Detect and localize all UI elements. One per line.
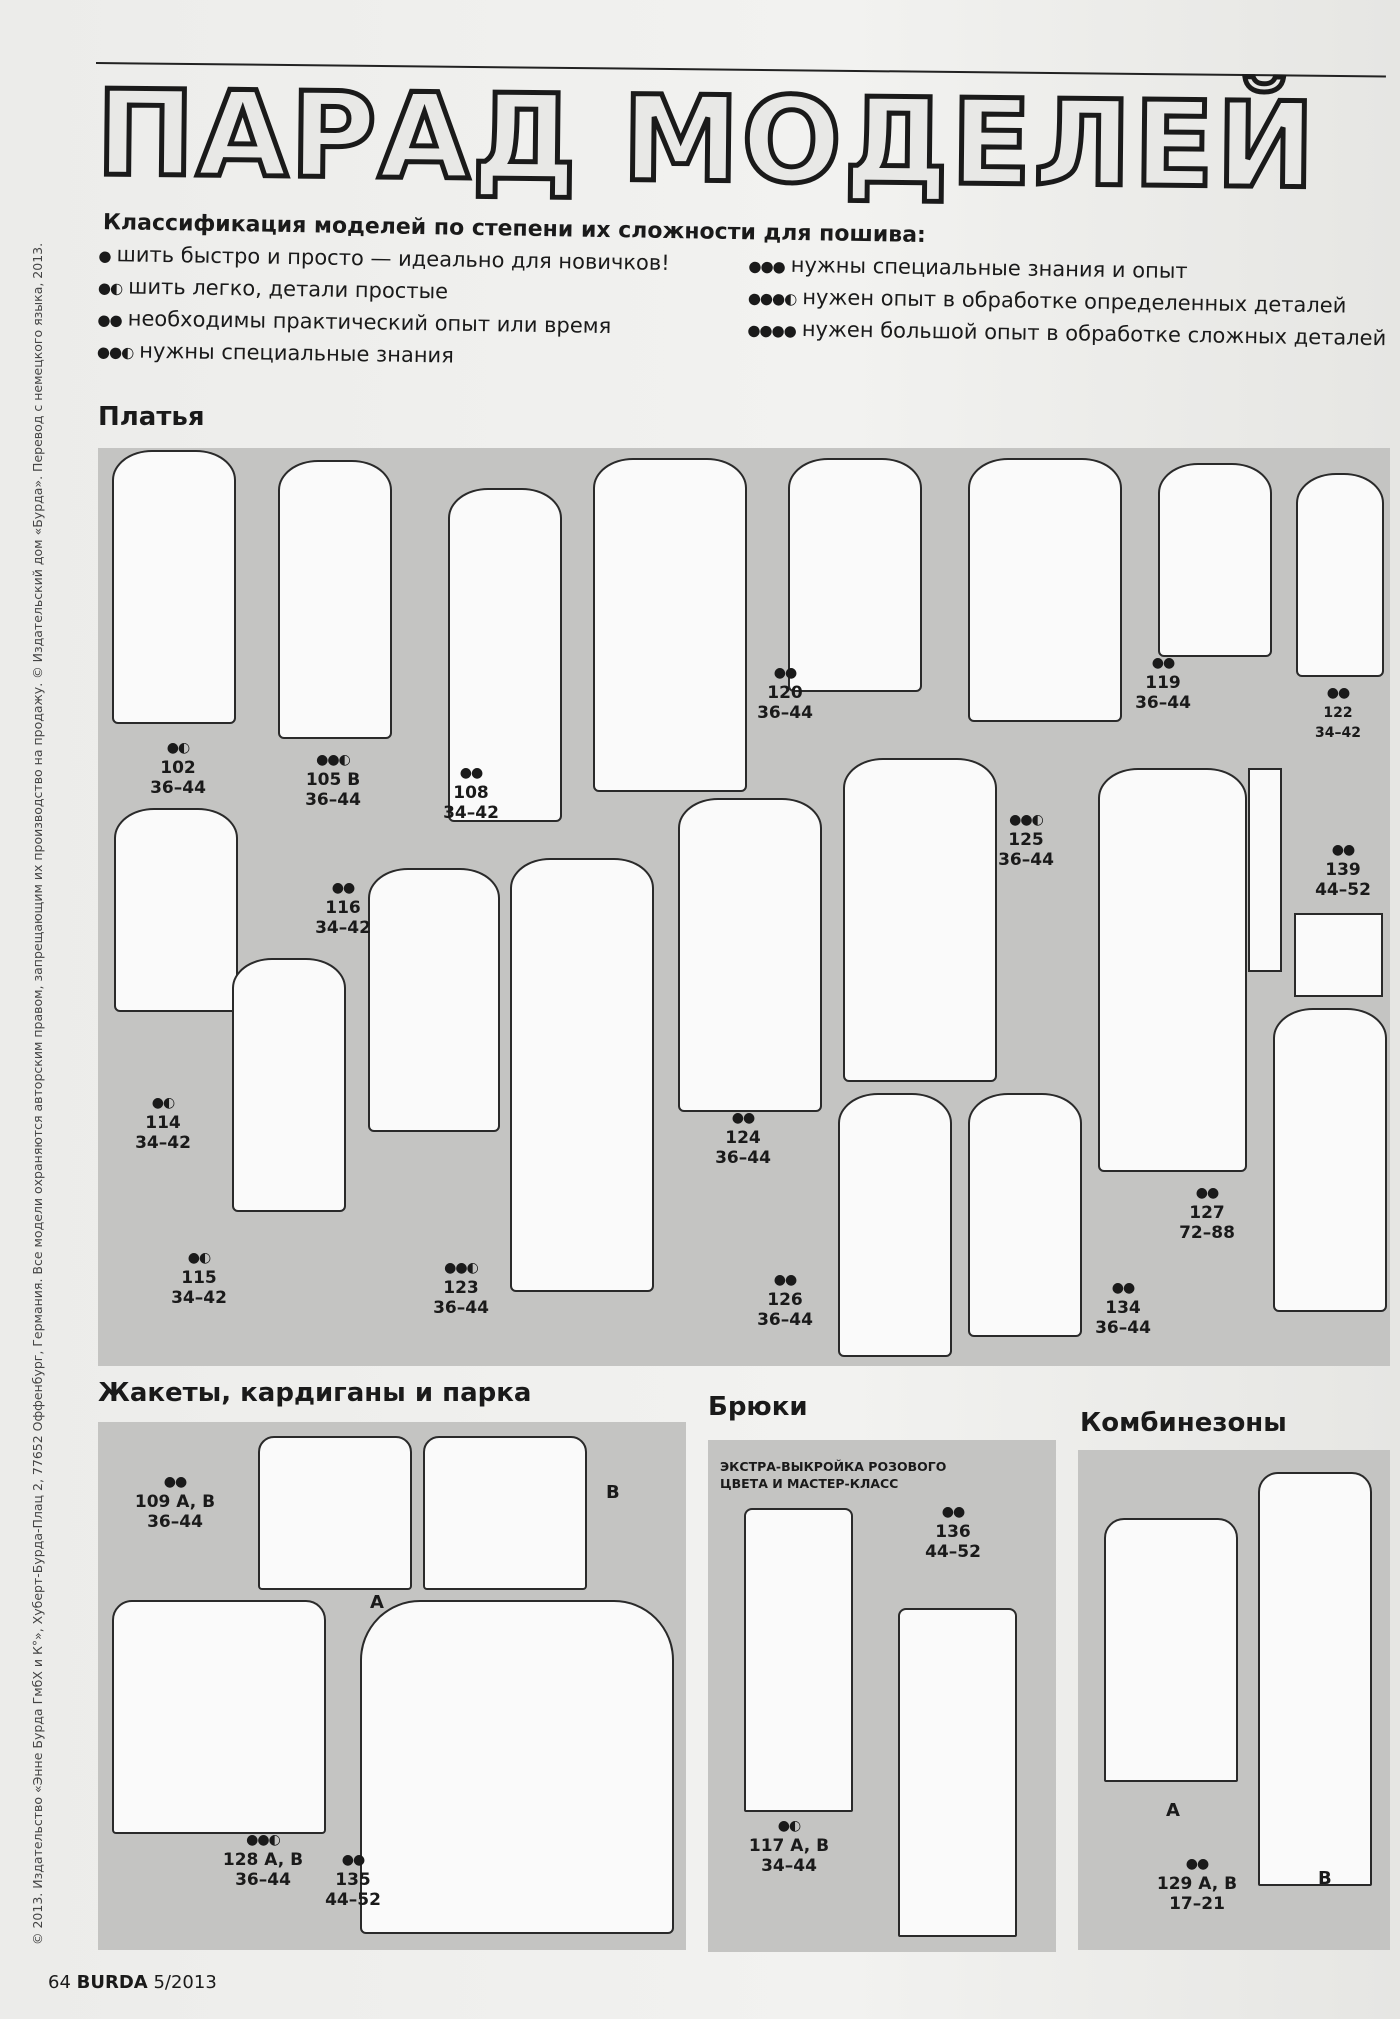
- difficulty-dots: ●●●: [748, 257, 785, 276]
- jackets-panel: [98, 1422, 686, 1950]
- dress-119b-sketch[interactable]: [1158, 463, 1272, 657]
- section-pants: Брюки: [708, 1392, 808, 1422]
- page-number: 64: [48, 1972, 71, 1993]
- legend-text: нужен опыт в обработке определенных деталей: [802, 285, 1347, 318]
- jumpsuit-129b-sketch[interactable]: [1258, 1472, 1372, 1886]
- model-label: ●● 122 34–42: [1315, 685, 1361, 741]
- variant-label-b: B: [606, 1482, 620, 1503]
- dress-119a-sketch[interactable]: [968, 458, 1122, 722]
- section-dresses: Платья: [98, 402, 205, 432]
- model-label: ●●◐ 125 36–44: [998, 812, 1054, 870]
- page-footer: [48, 1972, 217, 1993]
- collar-139-sketch[interactable]: [1294, 913, 1383, 997]
- section-jumpsuits: Комбинезоны: [1080, 1408, 1287, 1438]
- dresses-panel: [98, 448, 1390, 1366]
- copyright-side-text: © 2013. Издательство «Энне Бурда ГмбХ и К°», Хуберт-Бурда-Плац 2, 77652 Оффенбург, Германия. Все модели охраняются авторским правом, запрещающим их производство на продажу. © Издательский дом «Бурда». Перевод с немецкого языка, 2013.: [30, 242, 45, 1945]
- dress-105-sketch[interactable]: [278, 460, 392, 739]
- model-label: ●● 126 36–44: [757, 1272, 813, 1330]
- model-label: ●● 116 34–42: [315, 880, 371, 938]
- model-label: ●● 119 36–44: [1135, 655, 1191, 713]
- model-label: ●◐ 117 A, B 34–44: [748, 1818, 830, 1876]
- dress-134-sketch[interactable]: [968, 1093, 1082, 1337]
- page-title: ПАРАД МОДЕЛЕЙ: [95, 64, 1318, 215]
- difficulty-dots: ●◐: [97, 279, 123, 298]
- legend-text: нужен большой опыт в обработке сложных деталей: [801, 317, 1387, 351]
- jumpsuits-panel: [1078, 1450, 1390, 1950]
- dress-123-sketch[interactable]: [510, 858, 654, 1292]
- legend-text: необходимы практический опыт или время: [127, 306, 612, 339]
- jacket-109b-sketch[interactable]: [423, 1436, 587, 1590]
- model-label: ●◐ 102 36–44: [150, 740, 206, 798]
- jumpsuit-129a-sketch[interactable]: [1104, 1518, 1238, 1782]
- issue-number: 5/2013: [153, 1972, 217, 1993]
- model-label: ●●◐ 128 A, B 36–44: [222, 1832, 304, 1890]
- difficulty-dots: ●●●●: [747, 321, 796, 340]
- model-label: ●● 135 44–52: [325, 1852, 381, 1910]
- legend-heading: Классификация моделей по степени их сложности для пошива:: [102, 210, 927, 248]
- difficulty-dots: ●●●◐: [747, 289, 797, 308]
- dress-125-sketch[interactable]: [843, 758, 997, 1082]
- variant-label-b: B: [1318, 1868, 1332, 1889]
- legend-text: шить легко, детали простые: [128, 274, 449, 304]
- model-label: ●● 129 A, B 17–21: [1156, 1856, 1238, 1914]
- difficulty-legend: [96, 210, 1387, 387]
- difficulty-dots: ●●: [97, 310, 122, 330]
- model-label: ●● 127 72–88: [1179, 1185, 1235, 1243]
- dress-139-sketch[interactable]: [1273, 1008, 1387, 1312]
- dress-115-sketch[interactable]: [232, 958, 346, 1212]
- dress-114-sketch[interactable]: [114, 808, 238, 1012]
- extra-pattern-note: ЭКСТРА-ВЫКРОЙКА РОЗОВОГО ЦВЕТА И МАСТЕР-КЛАСС: [720, 1459, 947, 1491]
- model-label: ●● 109 A, B 36–44: [134, 1474, 216, 1532]
- model-label: ●●◐ 123 36–44: [433, 1260, 489, 1318]
- brand-name: BURDA: [76, 1972, 148, 1993]
- model-label: ●● 136 44–52: [925, 1504, 981, 1562]
- pants-panel: [708, 1440, 1056, 1952]
- variant-label-a: A: [1166, 1800, 1180, 1821]
- dress-127-sketch[interactable]: [1098, 768, 1247, 1172]
- dress-124-sketch[interactable]: [678, 798, 822, 1112]
- pants-136-sketch[interactable]: [898, 1608, 1017, 1937]
- legend-right: [747, 249, 1387, 387]
- difficulty-dots: ●: [98, 247, 111, 266]
- model-label: ●● 120 36–44: [757, 665, 813, 723]
- dress-102-sketch[interactable]: [112, 450, 236, 724]
- jacket-109a-sketch[interactable]: [258, 1436, 412, 1590]
- cardigan-128-sketch[interactable]: [112, 1600, 326, 1834]
- variant-label-a: A: [370, 1592, 384, 1613]
- model-label: ●● 139 44–52: [1315, 842, 1371, 900]
- dress-126-sketch[interactable]: [838, 1093, 952, 1357]
- dress-120a-sketch[interactable]: [593, 458, 747, 792]
- model-label: ●◐ 115 34–42: [171, 1250, 227, 1308]
- scarf-127-sketch[interactable]: [1248, 768, 1282, 972]
- legend-text: нужны специальные знания и опыт: [790, 252, 1188, 284]
- pants-117-sketch[interactable]: [744, 1508, 853, 1812]
- section-jackets: Жакеты, кардиганы и парка: [98, 1378, 532, 1408]
- legend-text: шить быстро и просто — идеально для новичков!: [116, 242, 670, 275]
- model-label: ●● 124 36–44: [715, 1110, 771, 1168]
- model-label: ●● 108 34–42: [443, 765, 499, 823]
- model-label: ●◐ 114 34–42: [135, 1095, 191, 1153]
- legend-text: нужны специальные знания: [139, 338, 455, 368]
- legend-left: [97, 239, 719, 377]
- model-label: ●●◐ 105 B 36–44: [305, 752, 361, 810]
- parka-135-sketch[interactable]: [360, 1600, 674, 1934]
- difficulty-dots: ●●◐: [96, 342, 134, 362]
- model-label: ●● 134 36–44: [1095, 1280, 1151, 1338]
- dress-120b-sketch[interactable]: [788, 458, 922, 692]
- dress-122-sketch[interactable]: [1296, 473, 1384, 677]
